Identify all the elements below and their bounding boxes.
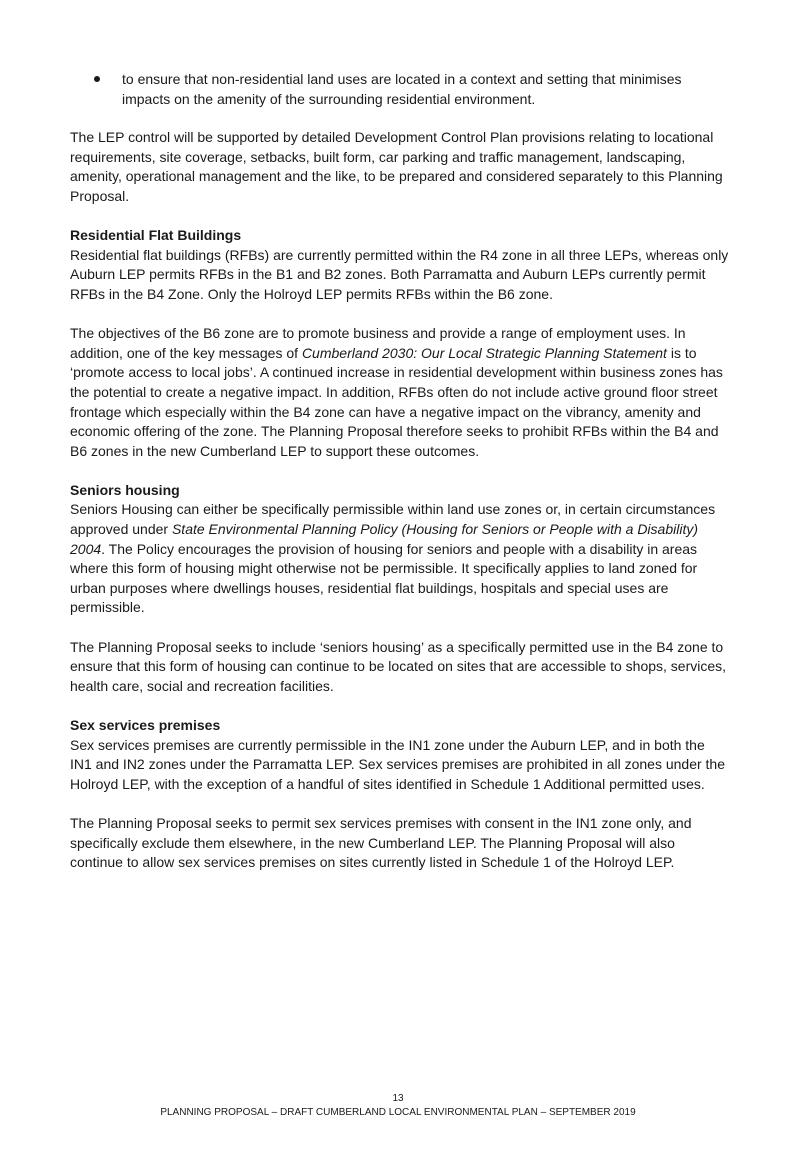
page-footer [0, 1092, 796, 1120]
section-sex-services [70, 716, 730, 873]
rfb-p2-text-b: is to ‘promote access to local jobs’. A continued increase in residential development within business zones has the potential to create a negative impact. In addition, RFBs often do not include active ground floor street frontage which especially within the B4 zone can have a negative impact on the vibrancy, amenity and economic offering of the zone. The Planning Proposal therefore seeks to prohibit RFBs within the B4 and B6 zones in the new Cumberland LEP to support these outcomes. [70, 344, 723, 459]
rfb-p2-text-a: The objectives of the B6 zone are to promote business and provide a range of employment uses. In addition, one of the key messages of [70, 325, 686, 361]
bullet-item [70, 70, 730, 109]
page-number: 13 [392, 1093, 404, 1104]
bullet-text: to ensure that non-residential land uses are located in a context and setting that minimises impacts on the amenity of the surrounding residential environment. [122, 71, 682, 107]
bullet-icon [70, 70, 122, 90]
section-heading-rfb: Residential Flat Buildings [70, 227, 242, 244]
seniors-p1-emphasis: State Environmental Planning Policy (Housing for Seniors or People with a Disability) 2004 [70, 521, 699, 557]
sex-services-paragraph-1: Sex services premises are currently permissible in the IN1 zone under the Auburn LEP, and in both the IN1 and IN2 zones under the Parramatta LEP. Sex services premises are prohibited in all zones under the Holroyd LEP, with the exception of a handful of sites identified in Schedule 1 Additional permitted uses. [70, 736, 725, 792]
section-heading-seniors: Seniors housing [70, 481, 180, 498]
rfb-p2-emphasis: Cumberland 2030: Our Local Strategic Planning Statement [301, 344, 667, 361]
section-heading-sex-services: Sex services premises [70, 717, 221, 733]
seniors-p1-text-a: Seniors Housing can either be specifically permissible within land use zones or, in certain circumstances approved under [70, 501, 716, 538]
footer-title: PLANNING PROPOSAL – DRAFT CUMBERLAND LOCAL ENVIRONMENTAL PLAN – SEPTEMBER 2019 [160, 1107, 636, 1118]
seniors-p1-text-b: . The Policy encourages the provision of housing for seniors and people with a disability in areas where this form of housing might otherwise not be permissible. It specifically applies to land zoned for urban purposes where dwellings houses, residential flat buildings, hospitals and special uses are permissible. [70, 540, 698, 616]
intro-paragraph: The LEP control will be supported by detailed Development Control Plan provisions relating to locational requirements, site coverage, setbacks, built form, car parking and traffic management, landscaping, amenity, operational management and the like, to be prepared and considered separately to this Planning Proposal. [70, 129, 723, 204]
rfb-paragraph-1: Residential flat buildings (RFBs) are currently permitted within the R4 zone in all three LEPs, whereas only Auburn LEP permits RFBs in the B1 and B2 zones. Both Parramatta and Auburn LEPs currently permit RFBs in the B4 Zone. Only the Holroyd LEP permits RFBs within the B6 zone. [70, 246, 729, 302]
document-body [70, 70, 730, 892]
sex-services-paragraph-2: The Planning Proposal seeks to permit sex services premises with consent in the IN1 zone only, and specifically exclude them elsewhere, in the new Cumberland LEP. The Planning Proposal will also continue to allow sex services premises on sites currently listed in Schedule 1 of the Holroyd LEP. [70, 814, 692, 871]
seniors-paragraph-1 [70, 500, 730, 618]
section-seniors [70, 481, 730, 697]
rfb-paragraph-2 [70, 324, 730, 461]
seniors-paragraph-2: The Planning Proposal seeks to include ‘seniors housing’ as a specifically permitted use in the B4 zone to ensure that this form of housing can continue to be located on sites that are accessible to shops, services, health care, social and recreation facilities. [70, 638, 727, 694]
section-rfb [70, 226, 730, 461]
